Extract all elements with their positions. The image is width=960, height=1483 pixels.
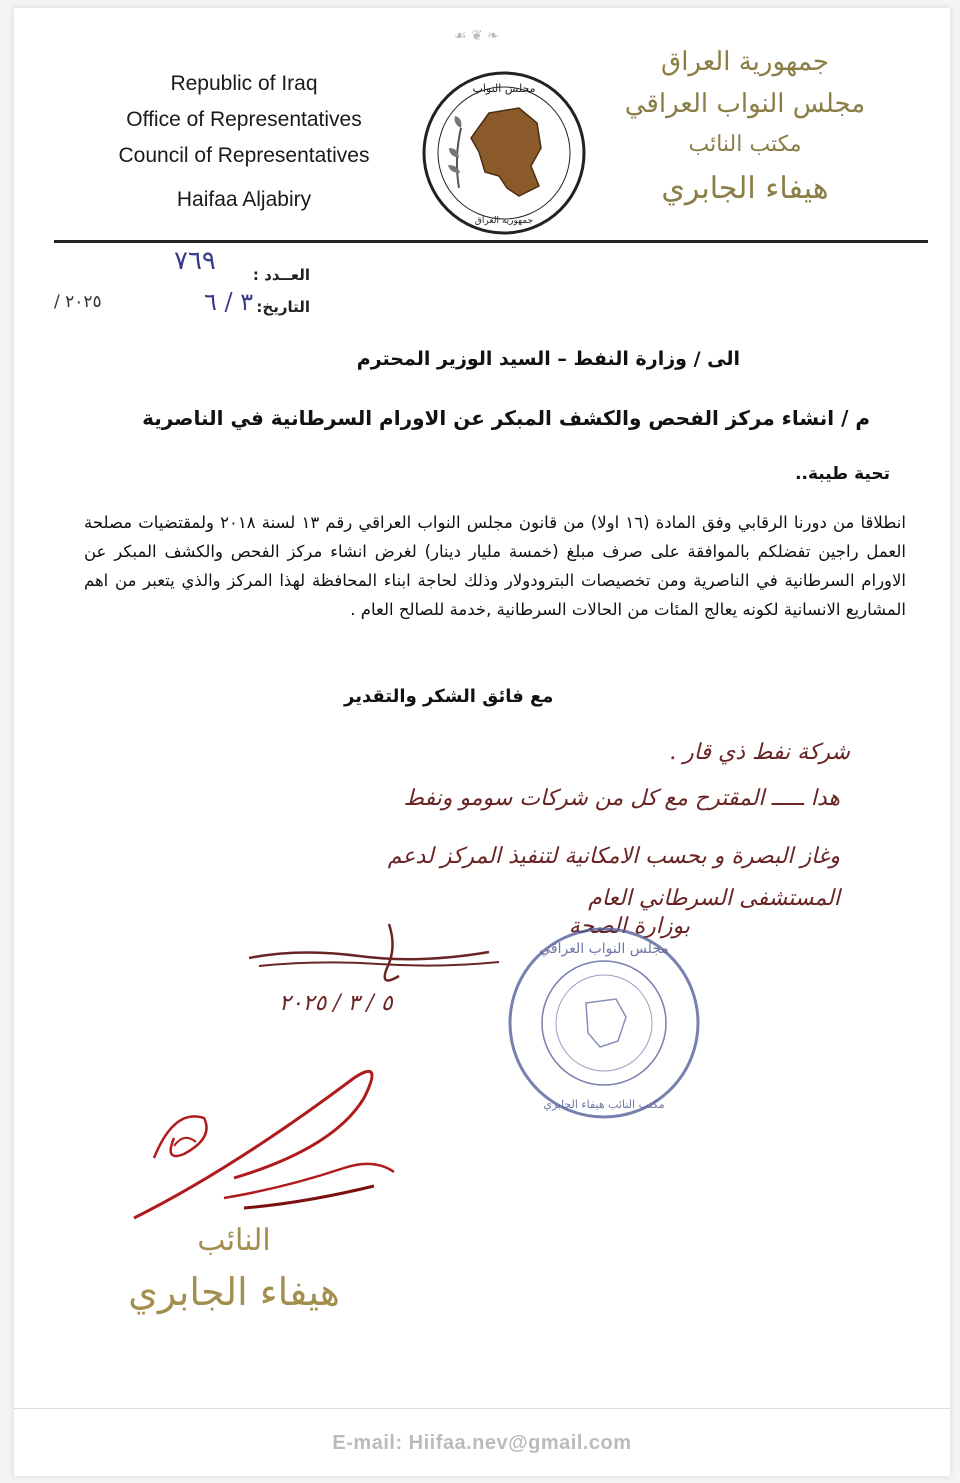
- footer-email: E-mail: Hiifaa.nev@gmail.com: [332, 1432, 632, 1454]
- letter-subject: م / انشاء مركز الفحص والكشف المبكر عن الاورام السرطانية في الناصرية: [142, 406, 870, 430]
- handwritten-line-3: وغاز البصرة و بحسب الامكانية لتنفيذ المركز لدعم: [387, 844, 840, 869]
- official-stamp: [504, 923, 704, 1123]
- english-header: [84, 66, 404, 218]
- english-line-2: Office of Representatives: [126, 108, 362, 131]
- number-label: العــدد :: [252, 266, 310, 284]
- signature-date: ٥ / ٣ / ٢٠٢٥: [279, 991, 393, 1016]
- arabic-line-4: هيفاء الجابري: [661, 171, 829, 206]
- letter-page: [14, 8, 950, 1476]
- handwritten-line-1: شركة نفط ذي قار .: [669, 740, 850, 765]
- mp-title-block: [104, 1218, 364, 1320]
- stamp-bottom-text: مكتب النائب هيفاء الجابري: [543, 1098, 665, 1111]
- english-name: Haifaa Aljabiry: [176, 188, 312, 211]
- letter-recipient: الى / وزارة النفط – السيد الوزير المحترم: [356, 348, 740, 370]
- mp-signature: [114, 1058, 434, 1228]
- letter-body: انطلاقا من دورنا الرقابي وفق المادة (١٦ اولا) من قانون مجلس النواب العراقي رقم ١٣ لسنة ٢٠١٨ ولمقتضيات مصلحة العمل راجين تفضلكم بالموافقة على صرف مبلغ (خمسة مليار دينار) لغرض انشاء مركز الفحص والكشف المبكر عن الاورام السرطانية في الناصرية ومن تخصيصات البترودولار وذلك لحاجة ابناء المحافظة لهذا المركز والذي يتعبر من اهم المشاريع الانسانية لكونه يعالج المئات من الحالات السرطانية ,خدمة للصالح العام .: [84, 513, 906, 619]
- minister-signature: [239, 918, 519, 1028]
- arabic-line-1: جمهورية العراق: [661, 47, 829, 77]
- parliament-logo: [419, 68, 589, 238]
- number-value: ٧٦٩: [174, 246, 216, 276]
- handwritten-line-2: هدا ـــــ المقترح مع كل من شركات سومو ونفط: [403, 786, 840, 811]
- logo-top-text: مجلس النواب: [472, 82, 536, 95]
- footer-divider: [14, 1408, 950, 1409]
- english-line-3: Council of Representatives: [118, 144, 370, 167]
- letter-greeting: تحية طيبة..: [795, 464, 890, 484]
- mp-name: هيفاء الجابري: [128, 1270, 340, 1314]
- handwritten-line-5: بوزارة الصحة: [568, 914, 690, 939]
- logo-bottom-text: جمهورية العراق: [474, 216, 534, 226]
- arabic-header: [620, 42, 870, 214]
- letter-closing: مع فائق الشكر والتقدير: [344, 686, 554, 707]
- date-printed: / ٢٠٢٥: [54, 292, 102, 312]
- english-line-1: Republic of Iraq: [170, 72, 318, 95]
- handwritten-line-4: المستشفى السرطاني العام: [588, 886, 840, 911]
- arabic-line-2: مجلس النواب العراقي: [624, 89, 866, 119]
- arabic-line-3: مكتب النائب: [688, 132, 802, 157]
- date-label: التاريخ:: [256, 298, 310, 316]
- date-handwritten: ٣ / ٦: [204, 288, 254, 316]
- header-divider: [54, 240, 928, 243]
- stamp-outer-text: مجلس النواب العراقي: [539, 941, 669, 957]
- top-decoration: ☙ ❦ ❧: [454, 28, 499, 44]
- mp-title: النائب: [197, 1223, 271, 1258]
